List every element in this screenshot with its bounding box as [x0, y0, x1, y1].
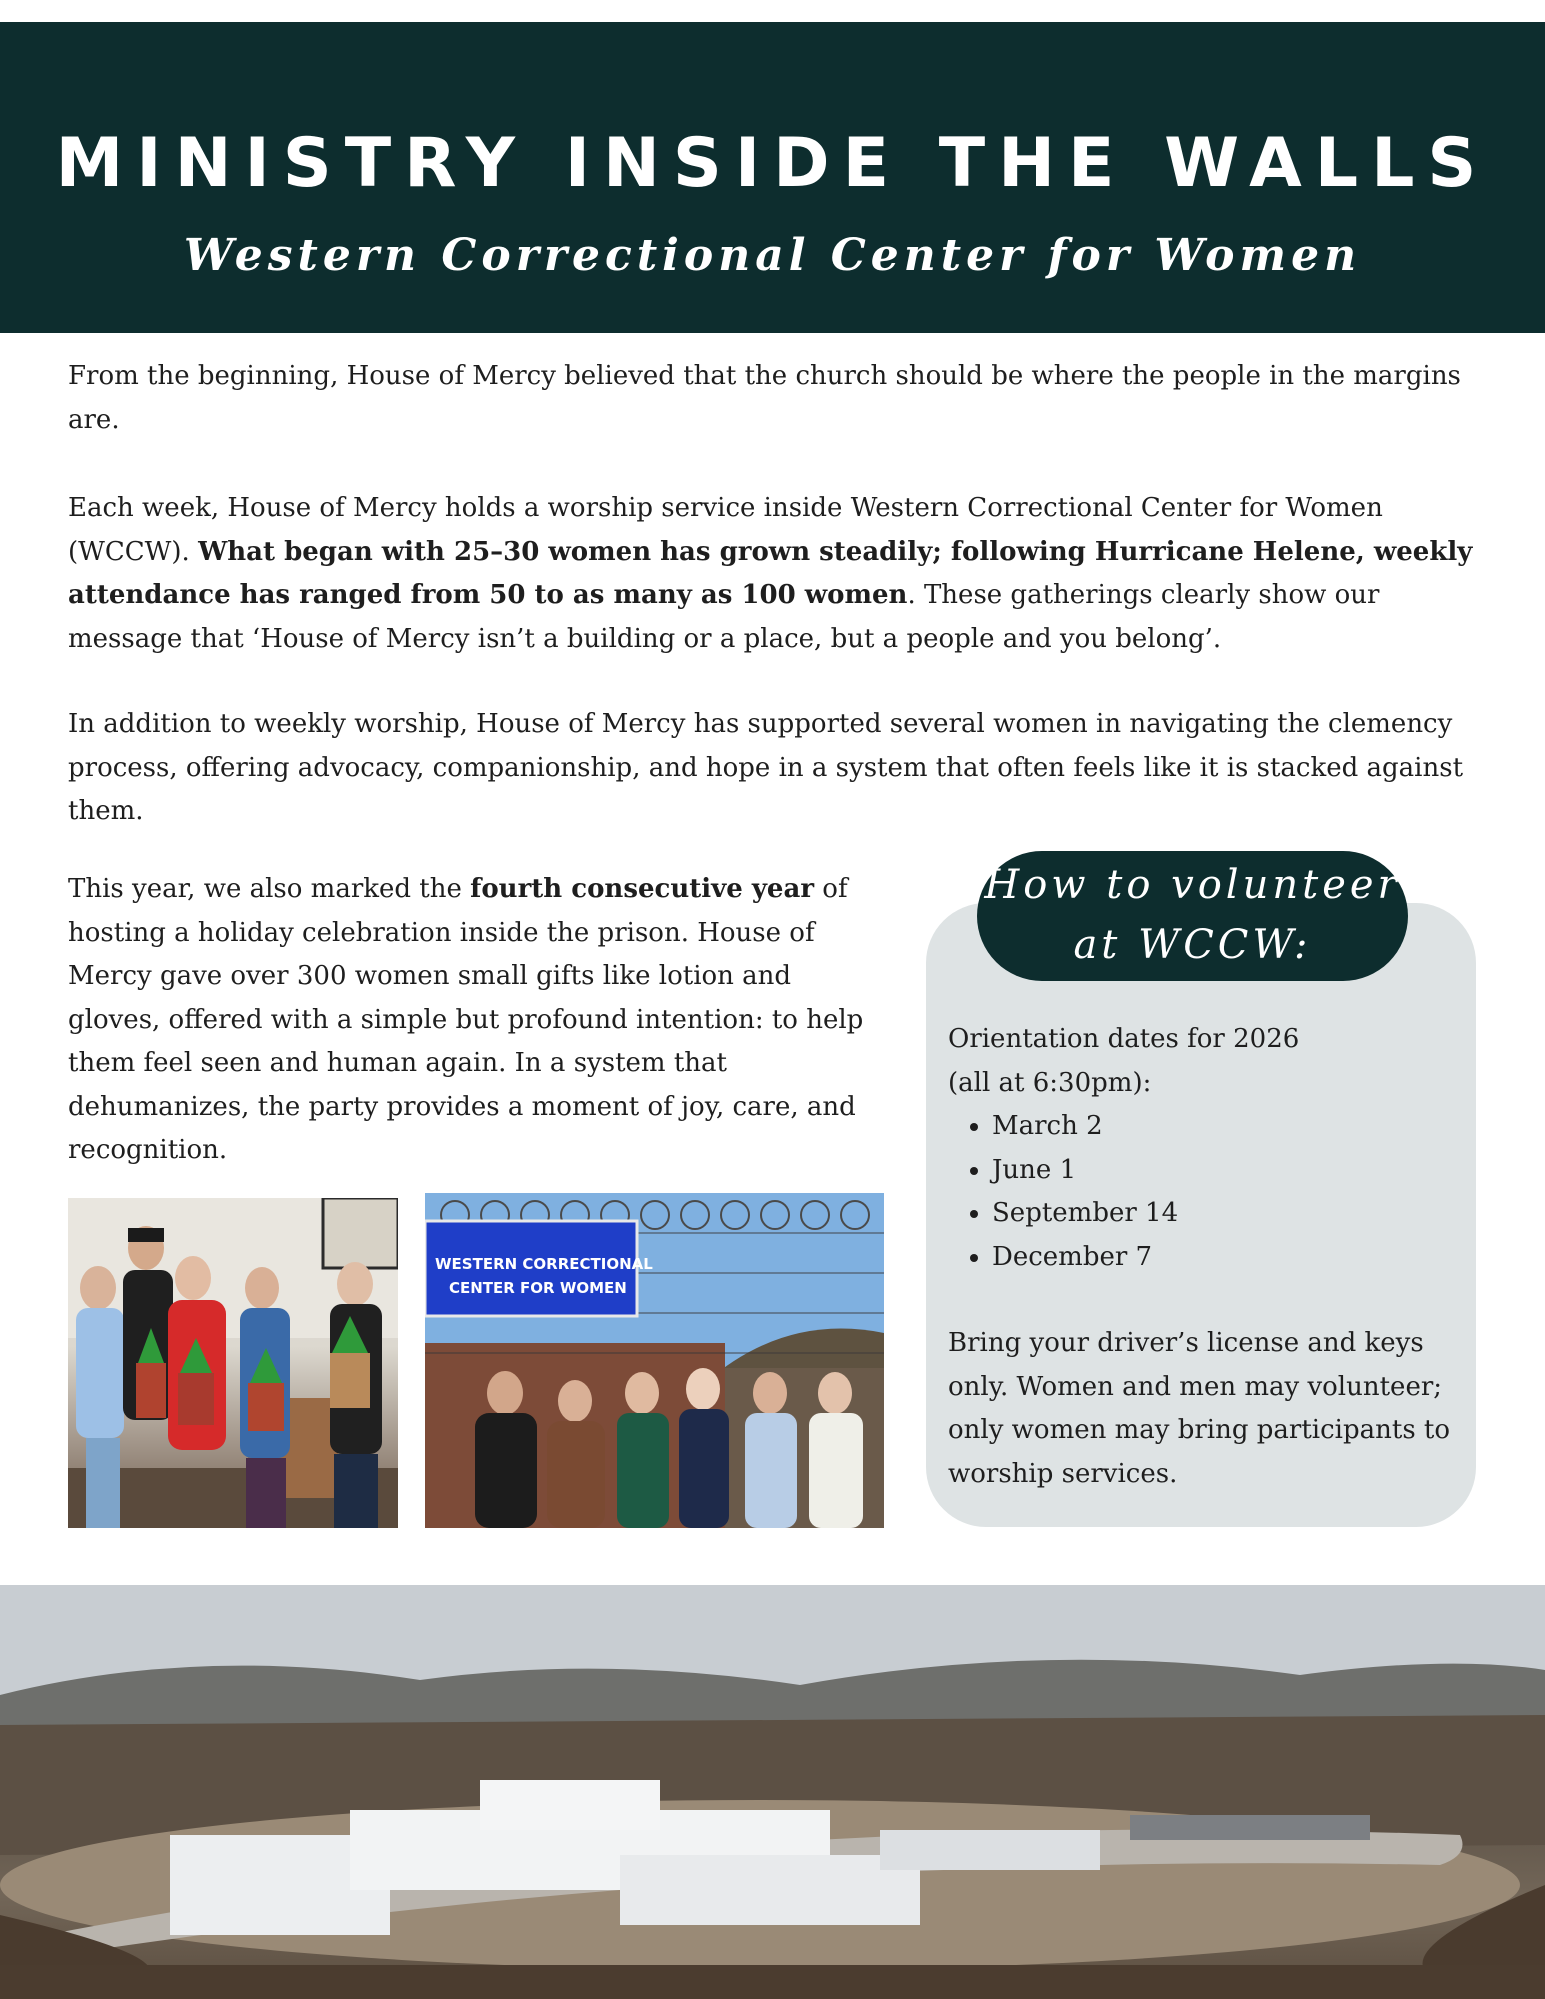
- page-title: MINISTRY INSIDE THE WALLS: [55, 124, 1490, 203]
- volunteer-heading-line-1: How to volunteer: [984, 862, 1401, 908]
- orientation-dates-list: [948, 1105, 1178, 1279]
- page-subtitle: Western Correctional Center for Women: [183, 230, 1362, 281]
- intro-paragraph-2: [68, 487, 1488, 661]
- paragraph-2-end: . These gatherings clearly show our message that ‘House of Mercy isn’t a building or a place, but a people and you belong’.: [68, 580, 1380, 654]
- holiday-party-photo: [68, 1198, 398, 1528]
- volunteer-requirements-note: Bring your driver’s license and keys only. Women and men may volunteer; only women may bring participants to worship services.: [948, 1328, 1451, 1489]
- holiday-party-illustration: [68, 1198, 398, 1528]
- gate-sign-line-1: WESTERN CORRECTIONAL: [435, 1255, 653, 1273]
- paragraph-2-start: Each week, House of Mercy holds a worship service inside Western Correctional Center for Women (WCCW).: [68, 493, 1383, 567]
- orientation-intro-line-1: Orientation dates for 2026: [948, 1024, 1300, 1054]
- orientation-intro-line-2: (all at 6:30pm):: [948, 1067, 1152, 1098]
- paragraph-4-end: of hosting a holiday celebration inside the prison. House of Mercy gave over 300 women small gifts like lotion and gloves, offered with a simple but profound intention: to help them feel seen and human again. In a system that dehumanizes, the party provides a moment of joy, care, and recognition.: [68, 874, 864, 1165]
- list-item: • June 1: [992, 1149, 1178, 1193]
- list-item: • March 2: [992, 1105, 1178, 1149]
- attendance-highlight: What began with 25–30 women has grown steadily; following Hurricane Helene, weekly attendance has ranged from 50 to as many as 100 women: [68, 536, 1473, 610]
- wccw-gate-illustration: [425, 1193, 884, 1528]
- paragraph-4-start: This year, we also marked the: [68, 874, 471, 904]
- holiday-paragraph: [68, 868, 888, 1173]
- intro-paragraph-1: From the beginning, House of Mercy believed that the church should be where the people in the margins are.: [68, 361, 1461, 435]
- list-item: • September 14: [992, 1192, 1178, 1236]
- volunteer-heading-pill: [977, 851, 1408, 981]
- list-item: • December 7: [992, 1236, 1178, 1280]
- prison-landscape-photo: [0, 1585, 1545, 1999]
- intro-paragraph-3: In addition to weekly worship, House of Mercy has supported several women in navigating the clemency process, offering advocacy, companionship, and hope in a system that often feels like it is stacked against them.: [68, 709, 1464, 826]
- orientation-intro: [948, 1018, 1468, 1105]
- wccw-gate-photo: [425, 1193, 884, 1528]
- fourth-year-highlight: fourth consecutive year: [470, 874, 815, 904]
- volunteer-heading-line-2: at WCCW:: [1073, 922, 1312, 968]
- prison-landscape-illustration: [0, 1585, 1545, 1999]
- gate-sign-line-2: CENTER FOR WOMEN: [449, 1279, 627, 1297]
- volunteer-heading: [977, 851, 1408, 975]
- header-banner: [0, 22, 1545, 333]
